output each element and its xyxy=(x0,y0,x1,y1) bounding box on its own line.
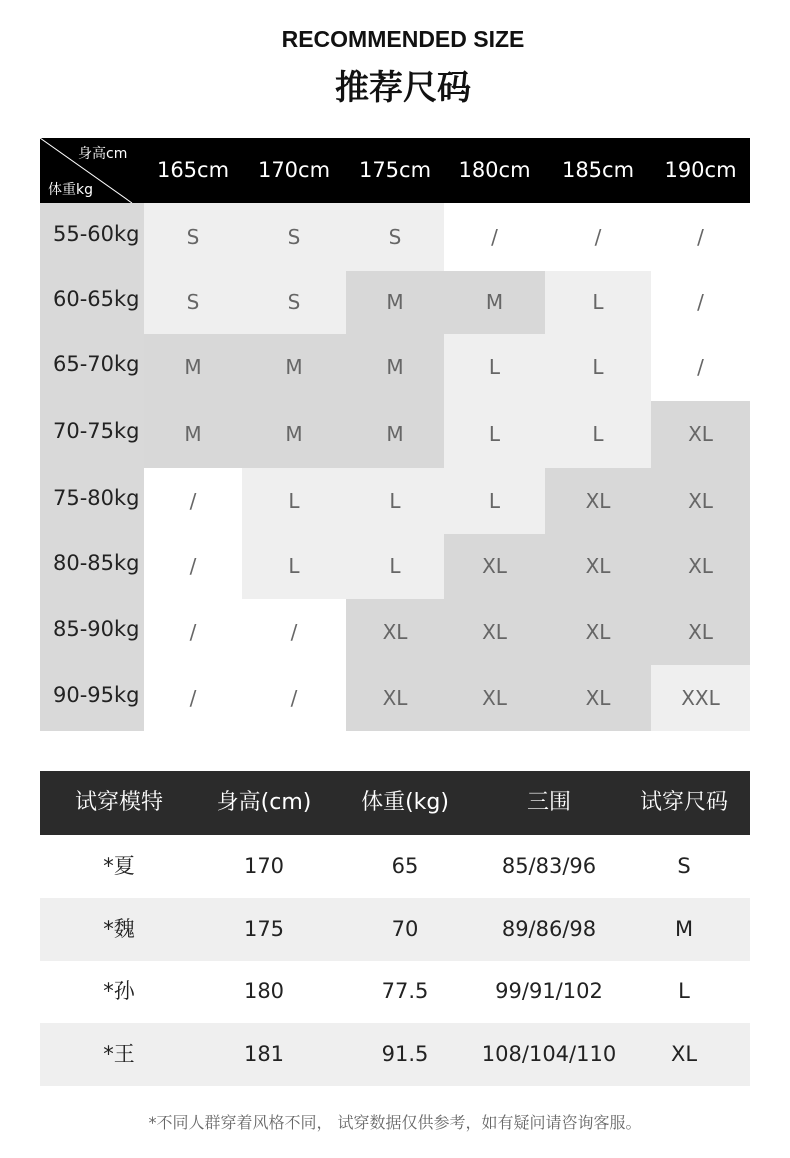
size-cell: L xyxy=(545,271,651,334)
size-cell: M xyxy=(346,271,444,334)
weight-label: 90-95kg xyxy=(40,665,144,731)
weight-label: 65-70kg xyxy=(40,334,144,401)
corner-height-label: 身高cm xyxy=(78,146,128,162)
table-cell: *魏 xyxy=(103,916,135,941)
size-cell: L xyxy=(242,468,346,534)
size-cell: XXL xyxy=(651,665,750,731)
size-cell: M xyxy=(242,334,346,401)
height-header: 165cm xyxy=(156,158,230,182)
size-cell: S xyxy=(242,203,346,271)
size-cell: S xyxy=(144,203,242,271)
size-cell: XL xyxy=(545,599,651,665)
table-cell: L xyxy=(678,979,690,1003)
size-cell: XL xyxy=(545,665,651,731)
table-cell: 170 xyxy=(243,854,285,878)
footer-note: *不同人群穿着风格不同， 试穿数据仅供参考，如有疑问请咨询客服。 xyxy=(148,1113,642,1132)
corner-weight-label: 体重kg xyxy=(48,182,93,198)
size-cell: L xyxy=(242,534,346,599)
size-cell: L xyxy=(346,534,444,599)
weight-label: 70-75kg xyxy=(40,401,144,468)
table-row xyxy=(40,1023,750,1086)
size-cell: XL xyxy=(651,401,750,468)
size-cell: / xyxy=(144,534,242,599)
corner-cell xyxy=(40,138,144,203)
weight-label: 85-90kg xyxy=(40,599,144,665)
size-cell: M xyxy=(144,334,242,401)
size-cell: / xyxy=(144,665,242,731)
size-cell: / xyxy=(242,599,346,665)
size-cell: M xyxy=(346,401,444,468)
size-cell: XL xyxy=(651,534,750,599)
size-cell: / xyxy=(545,203,651,271)
size-cell: XL xyxy=(651,599,750,665)
table-cell: 70 xyxy=(391,916,419,941)
table-cell: *孙 xyxy=(103,979,135,1003)
weight-label: 75-80kg xyxy=(40,468,144,534)
table-cell: XL xyxy=(670,1041,698,1066)
model-table-column-header: 试穿尺码 xyxy=(639,790,728,815)
size-cell: L xyxy=(444,468,545,534)
size-cell: L xyxy=(545,401,651,468)
table-cell: 180 xyxy=(243,979,285,1003)
size-cell: S xyxy=(144,271,242,334)
size-cell: S xyxy=(242,271,346,334)
size-cell: XL xyxy=(346,599,444,665)
height-header: 180cm xyxy=(458,158,531,182)
size-chart xyxy=(40,138,750,731)
table-cell: *王 xyxy=(103,1041,135,1066)
table-cell: 91.5 xyxy=(381,1041,429,1066)
table-cell: 175 xyxy=(243,916,285,941)
weight-label: 80-85kg xyxy=(40,534,144,599)
size-cell: L xyxy=(444,334,545,401)
table-cell: 181 xyxy=(243,1041,285,1066)
model-table-column-header: 身高(cm) xyxy=(216,790,312,815)
size-cell: / xyxy=(651,271,750,334)
height-header: 170cm xyxy=(257,158,331,182)
model-table-column-header: 体重(kg) xyxy=(361,790,449,815)
model-table-column-header: 三围 xyxy=(526,790,571,815)
table-cell: 77.5 xyxy=(381,979,429,1003)
title-english: RECOMMENDED SIZE xyxy=(281,26,525,52)
weight-label: 60-65kg xyxy=(40,271,144,334)
size-cell: / xyxy=(651,203,750,271)
size-cell: S xyxy=(346,203,444,271)
size-cell: XL xyxy=(444,665,545,731)
table-cell: 65 xyxy=(391,854,419,878)
size-cell: M xyxy=(144,401,242,468)
size-cell: M xyxy=(346,334,444,401)
size-cell: / xyxy=(242,665,346,731)
height-header: 185cm xyxy=(561,158,635,182)
size-cell: M xyxy=(444,271,545,334)
model-table-header xyxy=(40,771,750,835)
size-cell: / xyxy=(444,203,545,271)
table-row xyxy=(40,898,750,961)
size-cell: L xyxy=(444,401,545,468)
size-cell: L xyxy=(545,334,651,401)
size-cell: / xyxy=(144,599,242,665)
table-cell: 85/83/96 xyxy=(501,854,597,878)
table-cell: 89/86/98 xyxy=(501,916,597,941)
table-cell: S xyxy=(677,854,691,878)
table-cell: 108/104/110 xyxy=(481,1041,617,1066)
size-cell: XL xyxy=(444,534,545,599)
size-cell: / xyxy=(144,468,242,534)
table-row xyxy=(40,835,750,898)
size-cell: M xyxy=(242,401,346,468)
size-cell: XL xyxy=(444,599,545,665)
title-chinese: 推荐尺码 xyxy=(335,68,471,108)
table-row xyxy=(40,960,750,1023)
weight-label: 55-60kg xyxy=(40,203,144,271)
table-cell: 99/91/102 xyxy=(495,979,603,1003)
height-header: 175cm xyxy=(358,158,432,182)
size-cell: XL xyxy=(346,665,444,731)
size-cell: XL xyxy=(651,468,750,534)
table-cell: *夏 xyxy=(103,854,135,878)
height-header: 190cm xyxy=(664,158,737,182)
size-cell: XL xyxy=(545,534,651,599)
size-chart-header xyxy=(40,138,750,203)
size-cell: XL xyxy=(545,468,651,534)
size-cell: L xyxy=(346,468,444,534)
size-cell: / xyxy=(651,334,750,401)
model-table-column-header: 试穿模特 xyxy=(74,790,163,815)
table-cell: M xyxy=(674,916,694,941)
